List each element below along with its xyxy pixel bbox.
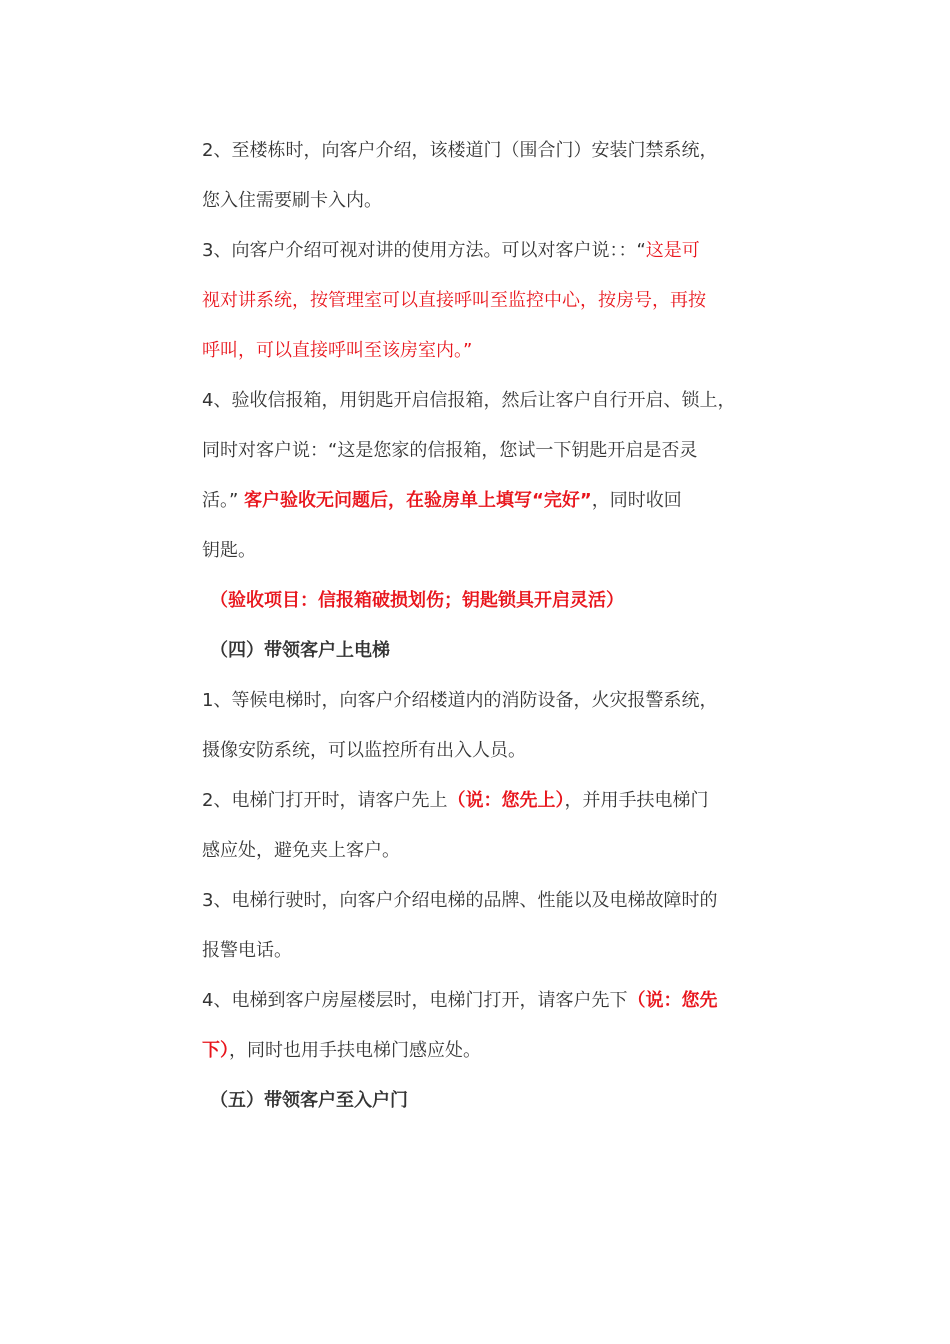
body-text: 2、至楼栋时，向客户介绍，该楼道门（围合门）安装门禁系统， xyxy=(202,140,718,161)
highlighted-text: 客户验收无问题后，在验房单上填写“完好” xyxy=(244,490,592,511)
text-line xyxy=(202,326,758,376)
text-line xyxy=(202,126,758,176)
text-line xyxy=(202,576,758,626)
body-text: 感应处，避免夹上客户。 xyxy=(202,840,400,861)
text-line xyxy=(202,226,758,276)
text-line xyxy=(202,876,758,926)
body-text: 1、等候电梯时，向客户介绍楼道内的消防设备，火灾报警系统， xyxy=(202,690,718,711)
body-text: 3、向客户介绍可视对讲的使用方法。可以对客户说：：“ xyxy=(202,240,646,261)
text-line xyxy=(202,176,758,226)
highlighted-text: （说：您先上） xyxy=(447,790,565,811)
text-line xyxy=(202,1076,758,1126)
section-heading: （五）带领客户至入户门 xyxy=(210,1090,408,1111)
text-line xyxy=(202,726,758,776)
document-body xyxy=(202,126,758,1126)
highlighted-text: 这是可 xyxy=(645,240,700,261)
text-line xyxy=(202,826,758,876)
body-text: 报警电话。 xyxy=(202,940,292,961)
text-line xyxy=(202,1026,758,1076)
text-line xyxy=(202,376,758,426)
body-text: 4、验收信报箱，用钥匙开启信报箱，然后让客户自行开启、锁上， xyxy=(202,390,736,411)
body-text: 2、电梯门打开时，请客户先上 xyxy=(202,790,448,811)
text-line xyxy=(202,976,758,1026)
text-line xyxy=(202,676,758,726)
body-text: ，并用手扶电梯门 xyxy=(564,790,709,811)
highlighted-text: 呼叫，可以直接呼叫至该房室内。” xyxy=(202,340,473,361)
highlighted-text: （验收项目：信报箱破损划伤；钥匙锁具开启灵活） xyxy=(210,590,624,611)
body-text: 钥匙。 xyxy=(202,540,256,561)
section-heading: （四）带领客户上电梯 xyxy=(210,640,390,661)
highlighted-text: 视对讲系统，按管理室可以直接呼叫至监控中心，按房号，再按 xyxy=(202,290,706,311)
text-line xyxy=(202,426,758,476)
text-line xyxy=(202,476,758,526)
text-line xyxy=(202,926,758,976)
text-line xyxy=(202,776,758,826)
text-line xyxy=(202,526,758,576)
body-text: 4、电梯到客户房屋楼层时，电梯门打开，请客户先下 xyxy=(202,990,628,1011)
text-line xyxy=(202,276,758,326)
text-line xyxy=(202,626,758,676)
body-text: 摄像安防系统，可以监控所有出入人员。 xyxy=(202,740,526,761)
body-text: ，同时收回 xyxy=(591,490,682,511)
highlighted-text: 下） xyxy=(202,1040,229,1061)
body-text: 您入住需要刷卡入内。 xyxy=(202,190,382,211)
body-text: ，同时也用手扶电梯门感应处。 xyxy=(229,1040,481,1061)
body-text: 3、电梯行驶时，向客户介绍电梯的品牌、性能以及电梯故障时的 xyxy=(202,890,718,911)
body-text: 活。” xyxy=(202,490,245,511)
body-text: 同时对客户说：“这是您家的信报箱，您试一下钥匙开启是否灵 xyxy=(202,440,698,461)
highlighted-text: （说：您先 xyxy=(627,990,718,1011)
